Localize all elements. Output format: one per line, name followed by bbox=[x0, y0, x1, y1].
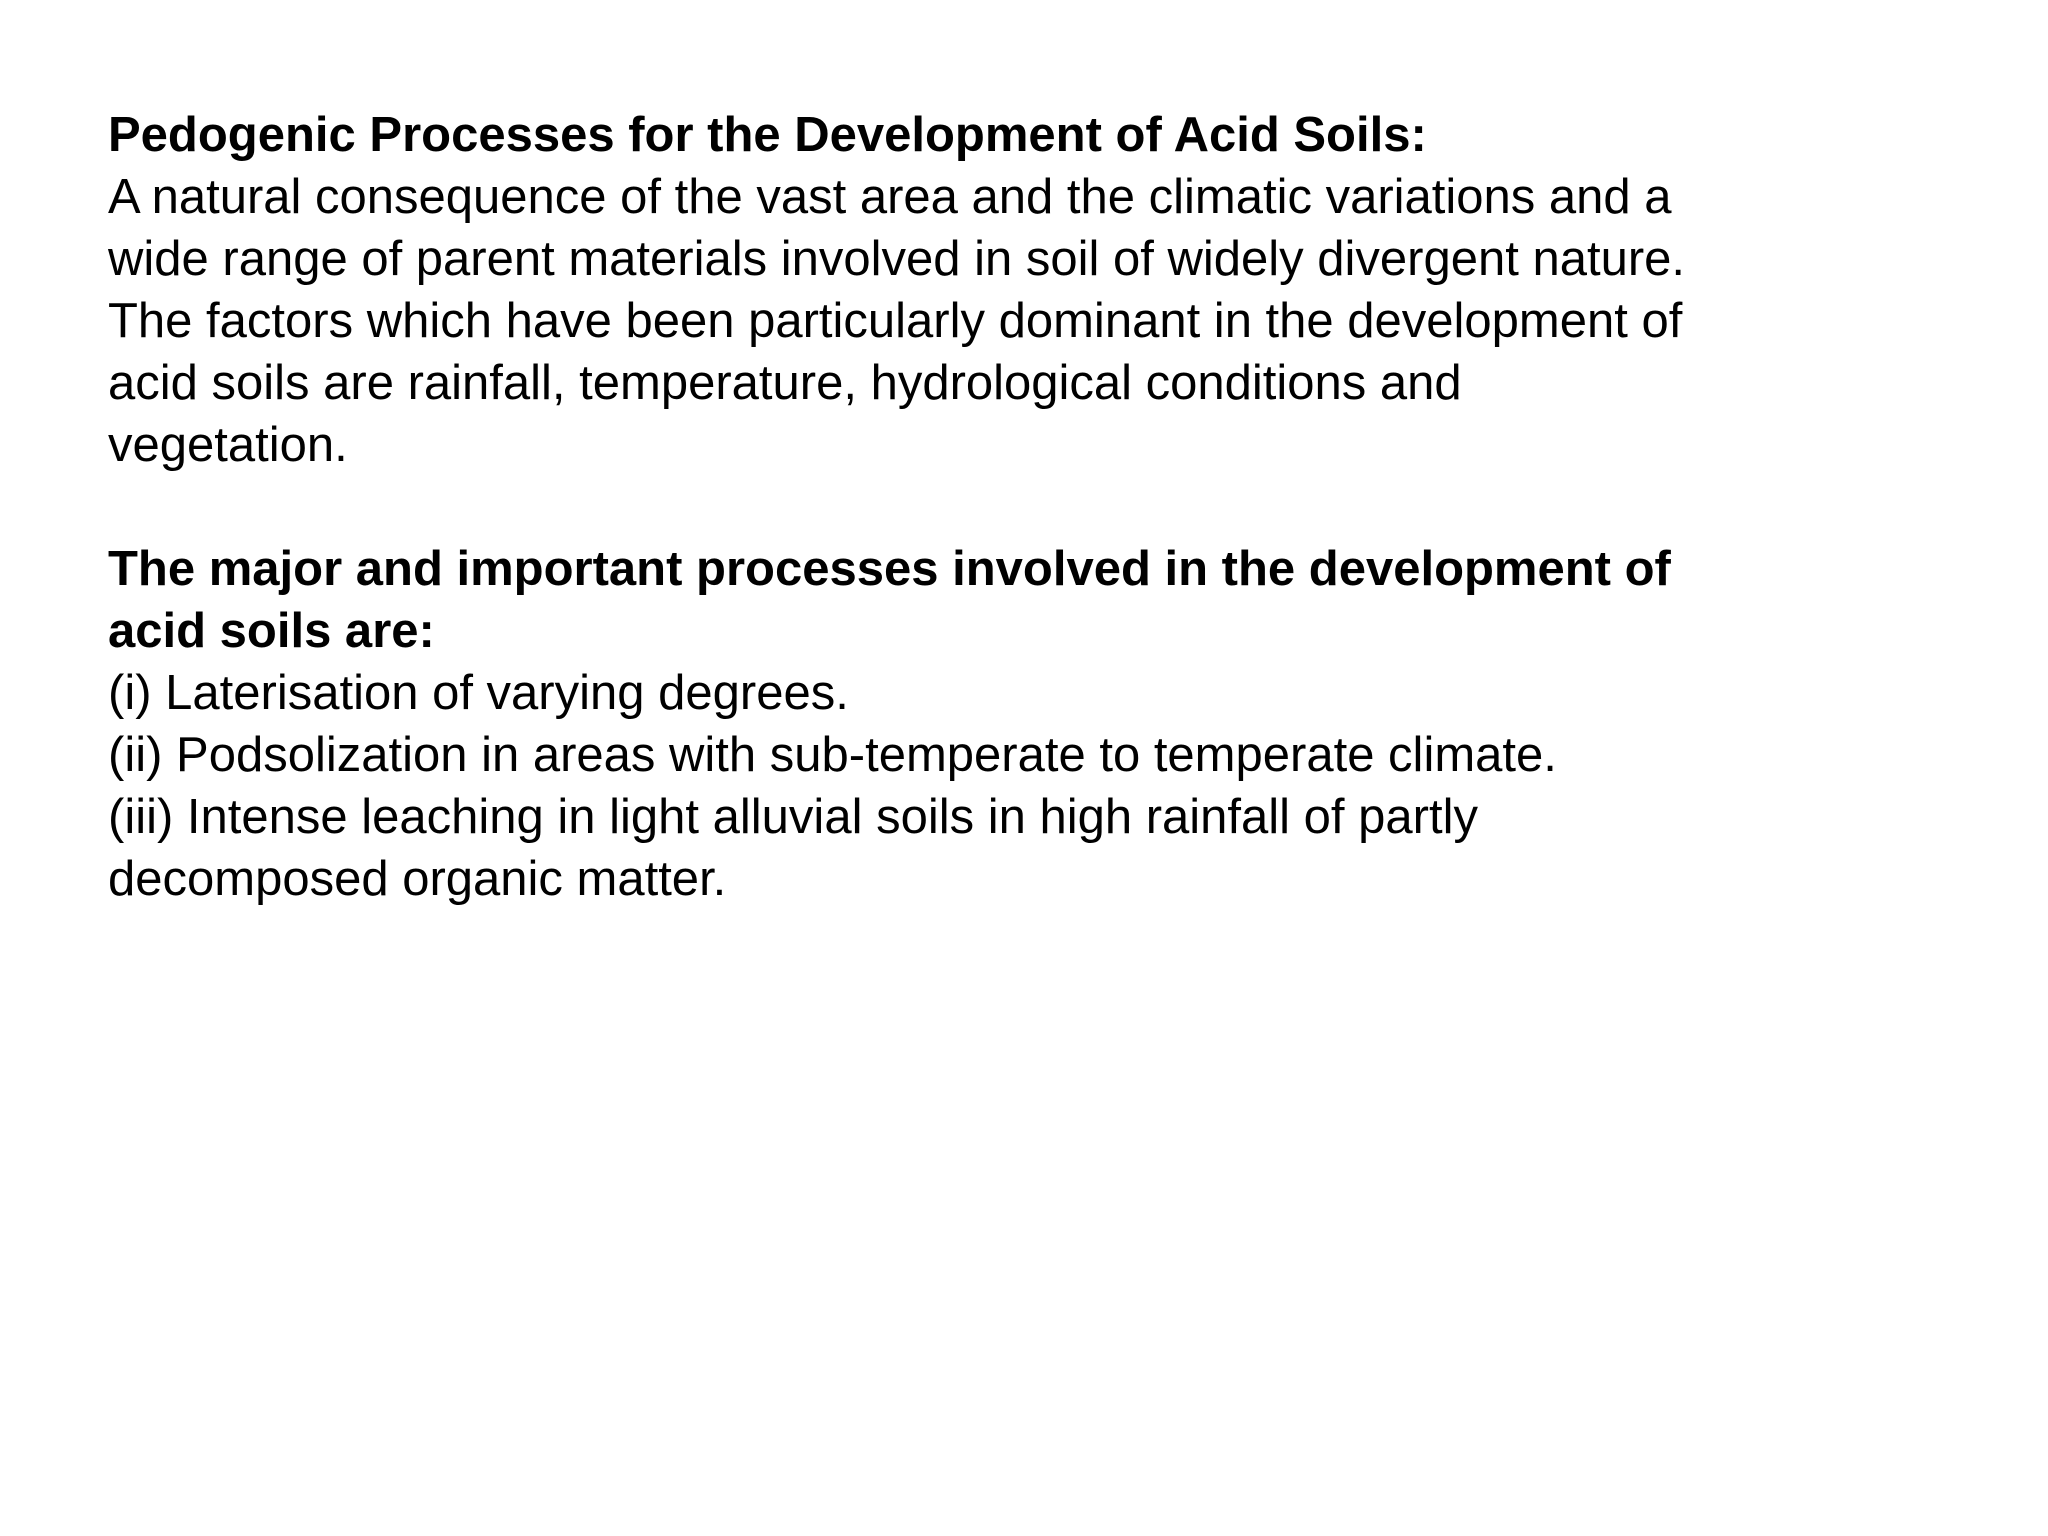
paragraph-line: acid soils are rainfall, temperature, hydrological conditions and bbox=[108, 356, 1462, 410]
section-pedogenic-processes bbox=[108, 104, 1868, 476]
section-heading: Pedogenic Processes for the Development of Acid Soils: bbox=[108, 108, 1427, 162]
section-major-processes bbox=[108, 538, 1868, 910]
paragraph-line: The factors which have been particularly dominant in the development of bbox=[108, 294, 1683, 348]
section-heading: The major and important processes involved in the development of bbox=[108, 542, 1671, 596]
section-heading: acid soils are: bbox=[108, 604, 435, 658]
paragraph-line: A natural consequence of the vast area and the climatic variations and a bbox=[108, 170, 1672, 224]
paragraph-line: vegetation. bbox=[108, 418, 348, 472]
document-page bbox=[108, 104, 1868, 910]
paragraph-line: wide range of parent materials involved in soil of widely divergent nature. bbox=[108, 232, 1686, 286]
list-item: (ii) Podsolization in areas with sub-temperate to temperate climate. bbox=[108, 728, 1557, 782]
list-item: (iii) Intense leaching in light alluvial soils in high rainfall of partly bbox=[108, 790, 1478, 844]
list-item: decomposed organic matter. bbox=[108, 852, 727, 906]
paragraph-spacer bbox=[108, 476, 1868, 538]
list-item: (i) Laterisation of varying degrees. bbox=[108, 666, 849, 720]
